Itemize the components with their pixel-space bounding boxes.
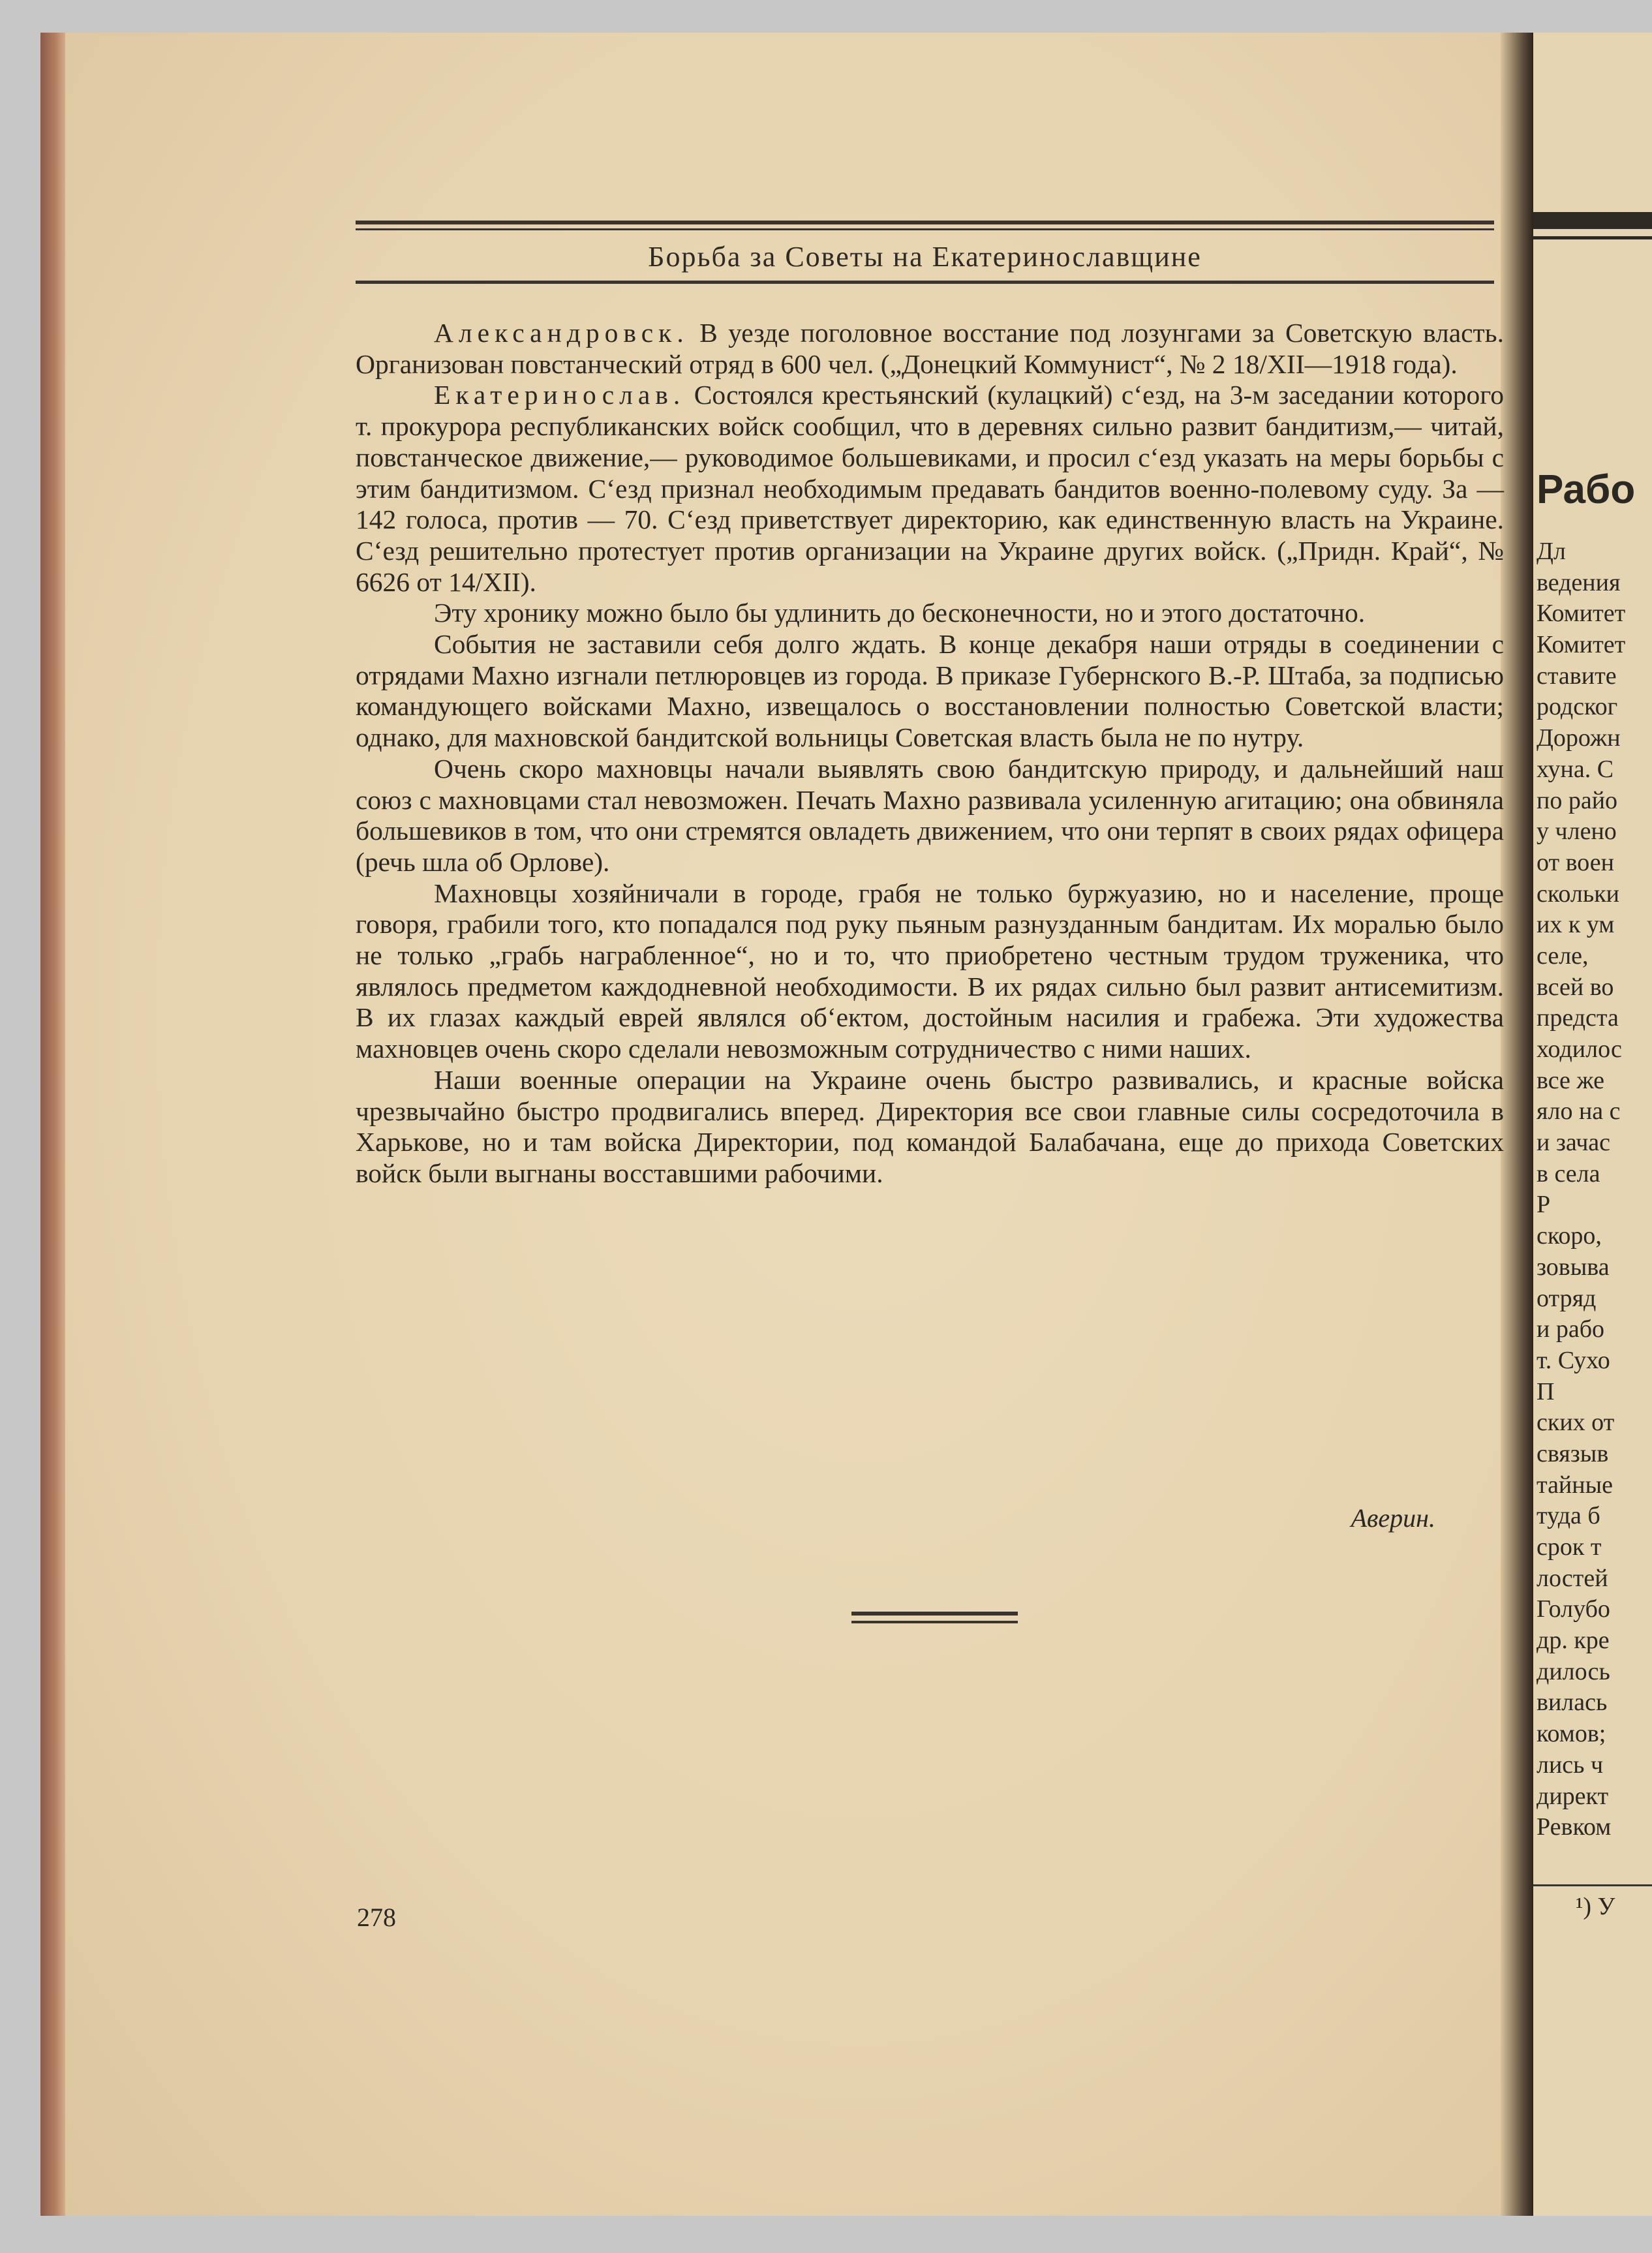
right-page-line-fragment: Комитет <box>1537 631 1626 659</box>
right-page-line-fragment: всей во <box>1537 973 1614 1001</box>
paragraph-alexandrovsk: Александровск. В уезде поголовное восстание под лозунгами за Советскую власть. Организован повстанческий отряд в 600 чел. („Донецкий Коммунист“, № 2 18/XII—1918 года). <box>356 318 1504 379</box>
right-page-line-fragment: ведения <box>1537 568 1621 596</box>
page-number: 278 <box>357 1903 396 1932</box>
book-spine-edge <box>40 33 65 2216</box>
right-page-line-fragment: Р <box>1537 1191 1551 1219</box>
right-page-line-fragment: Комитет <box>1537 600 1626 628</box>
author-signature: Аверин. <box>1351 1503 1435 1533</box>
running-header-title: Борьба за Советы на Екатеринославщине <box>648 241 1202 273</box>
right-page-line-fragment: П <box>1537 1377 1555 1405</box>
right-page-line-fragment: их к ум <box>1537 911 1615 939</box>
right-page-line-fragment: ходилос <box>1537 1035 1622 1063</box>
end-ornament-line <box>851 1612 1018 1616</box>
paragraph: Наши военные операции на Украине очень быстро развивались, и красные войска чрезвычайно быстро продвигались вперед. Директория все свои главные силы сосредоточила в Харькове, но и там войска Директории, под командой Балабачана, еще до прихода Советских войск были выгнаны восставшими рабочими. <box>356 1064 1504 1188</box>
right-page-line-fragment: зовыва <box>1537 1253 1610 1281</box>
right-page-line-fragment: тайные <box>1537 1471 1614 1499</box>
right-page-line-fragment: и зачас <box>1537 1129 1611 1157</box>
right-header-rule-thin <box>1533 236 1652 239</box>
header-rule-bottom <box>356 281 1494 284</box>
right-page-line-fragment: комов; <box>1537 1720 1606 1748</box>
header-rule-top-thick <box>356 221 1494 224</box>
right-page-line-fragment: Голубо <box>1537 1595 1610 1623</box>
right-page-line-fragment: отряд <box>1537 1284 1597 1312</box>
right-page-text <box>1537 536 1652 1843</box>
right-page-line-fragment: скольки <box>1537 880 1619 908</box>
right-page-line-fragment: яло на с <box>1537 1097 1621 1126</box>
right-page-line-fragment: туда б <box>1537 1502 1600 1530</box>
end-ornament-line <box>851 1621 1018 1623</box>
right-page-line-fragment: в села <box>1537 1159 1600 1188</box>
right-header-rule-thick <box>1533 212 1652 229</box>
right-page-line-fragment: лись ч <box>1537 1751 1604 1779</box>
place-name: Екатеринослав. <box>434 380 686 410</box>
right-page-line-fragment: селе, <box>1537 942 1589 970</box>
right-page-line-fragment: у члено <box>1537 818 1617 846</box>
paragraph: Эту хронику можно было бы удлинить до бесконечности, но и этого достаточно. <box>434 598 1366 628</box>
right-page-line-fragment: все же <box>1537 1066 1605 1094</box>
right-page-line-fragment: Дл <box>1537 538 1566 565</box>
paragraph: События не заставили себя долго ждать. В конце декабря наши отряды в соединении с отрядами Махно изгнали петлюровцев из города. В приказе Губернского В.-Р. Штаба, за подписью командующего войсками Махно, извещалось о восстановлении полностью Советской власти; однако, для махновской бандитской вольницы Советская власть была не по нутру. <box>356 629 1504 753</box>
paragraph: Очень скоро махновцы начали выявлять свою бандитскую природу, и дальнейший наш союз с махновцами стал невозможен. Печать Махно развивала усиленную агитацию; она обвиняла большевиков в том, что они стремятся овладеть движением, что они терпят в своих рядах офицера (речь шла об Орлове). <box>356 753 1504 877</box>
right-page-line-fragment: по райо <box>1537 786 1618 814</box>
right-page-line-fragment: и рабо <box>1537 1315 1605 1343</box>
right-page-heading: Рабо <box>1537 467 1636 512</box>
right-page-line-fragment: хуна. С <box>1537 755 1614 783</box>
paragraph: Махновцы хозяйничали в городе, грабя не только буржуазию, но и население, проще говоря, грабили того, кто попадался под руку пьяным разнузданным бандитам. Их моралью было не только „грабь награбленное“, но и то, что приобретено честным трудом труженика, что являлось предметом каждодневной необходимости. В их рядах сильно был развит антисемитизм. В их глазах каждый еврей являлся об‘ектом, достойным насилия и грабежа. Эти художества махновцев очень скоро сделали невозможным сотрудничество с ними наших. <box>356 878 1504 1064</box>
right-page-line-fragment: срок т <box>1537 1533 1602 1561</box>
right-page-line-fragment: скоро, <box>1537 1222 1602 1250</box>
right-page-line-fragment: ставите <box>1537 662 1617 690</box>
article-body <box>356 318 1504 1189</box>
right-page-line-fragment: вилась <box>1537 1689 1608 1717</box>
right-page-line-fragment: лостей <box>1537 1564 1608 1592</box>
right-page-line-fragment: др. кре <box>1537 1627 1610 1655</box>
right-page-line-fragment: Дорожн <box>1537 724 1621 752</box>
right-page-cropped <box>1533 33 1652 2216</box>
right-page-line-fragment: ских от <box>1537 1409 1615 1437</box>
right-page-line-fragment: от воен <box>1537 848 1614 876</box>
page-gutter <box>1501 33 1533 2216</box>
right-page-line-fragment: связыв <box>1537 1439 1609 1467</box>
right-page-footnote: ¹) У <box>1576 1893 1615 1920</box>
footnote-rule <box>1533 1884 1652 1886</box>
right-page-line-fragment: т. Сухо <box>1537 1346 1610 1374</box>
right-page-line-fragment: предста <box>1537 1004 1619 1032</box>
place-name: Александровск. <box>434 318 689 348</box>
right-page-line-fragment: дилось <box>1537 1657 1610 1685</box>
paragraph-ekaterinoslav: Екатеринослав. Состоялся крестьянский (кулацкий) с‘езд, на 3-м заседании которого т. прокурора республиканских войск сообщил, что в деревнях сильно развит бандитизм,— читай, повстанческое движение,— руководимое большевиками, и просил с‘езд указать на меры борьбы с этим бандитизмом. С‘езд признал необходимым предавать бандитов военно-полевому суду. За — 142 голоса, против — 70. С‘езд приветствует директорию, как единственную власть на Украине. С‘езд решительно протестует против организации на Украине других войск. („Придн. Край“, № 6626 от 14/XII). <box>356 380 1504 597</box>
right-page-line-fragment: директ <box>1537 1782 1609 1810</box>
right-page-line-fragment: Ревком <box>1537 1813 1612 1841</box>
header-rule-top-thin <box>356 228 1494 230</box>
right-page-line-fragment: родског <box>1537 693 1618 721</box>
